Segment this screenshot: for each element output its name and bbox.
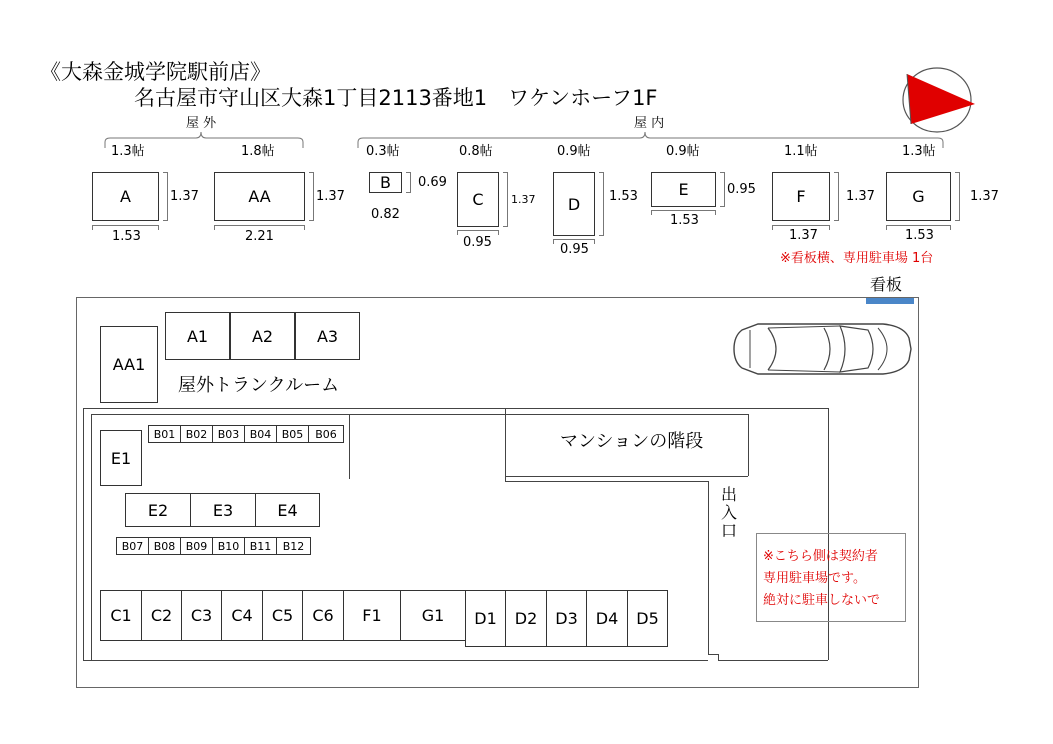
- unit-b07-label: B07: [121, 539, 144, 553]
- building-wall: [91, 414, 92, 660]
- unit-aa-box: [214, 172, 305, 221]
- unit-e1[interactable]: [100, 430, 142, 486]
- unit-d2[interactable]: [505, 590, 547, 647]
- unit-a-size: 1.3帖: [111, 144, 145, 159]
- building-wall: [83, 660, 708, 661]
- building-wall: [91, 414, 505, 415]
- unit-f-label: F: [796, 187, 806, 206]
- unit-aa-label: AA: [248, 187, 271, 206]
- section-indoor: 屋 内: [634, 116, 665, 131]
- unit-b06[interactable]: [308, 425, 344, 443]
- building-wall: [718, 660, 828, 661]
- unit-aa-size: 1.8帖: [241, 144, 275, 159]
- unit-g-box: [886, 172, 951, 221]
- unit-c-size: 0.8帖: [459, 144, 493, 159]
- unit-g-depth: 1.37: [970, 189, 999, 204]
- unit-c2[interactable]: [141, 590, 182, 641]
- unit-b01[interactable]: [148, 425, 181, 443]
- unit-b-width: 0.82: [371, 207, 400, 222]
- unit-d5[interactable]: [627, 590, 668, 647]
- unit-a-depth: 1.37: [170, 189, 199, 204]
- unit-e2[interactable]: [125, 493, 191, 527]
- mansion-stairs: [505, 414, 748, 415]
- signboard-label: 看板: [870, 275, 903, 294]
- unit-f1-label: F1: [362, 606, 382, 625]
- unit-g1[interactable]: [400, 590, 466, 641]
- b-bottom-row: [116, 537, 311, 555]
- building-wall: [708, 481, 709, 654]
- entrance-label-1: 出: [721, 485, 738, 504]
- unit-d1[interactable]: [465, 590, 506, 647]
- unit-b08-label: B08: [153, 539, 176, 553]
- unit-c4-label: C4: [231, 606, 253, 625]
- unit-e3-label: E3: [212, 500, 234, 520]
- unit-e2-label: E2: [147, 500, 169, 520]
- shelf-divider: [349, 414, 350, 479]
- unit-d-depth: 1.53: [609, 189, 638, 204]
- unit-d1-label: D1: [474, 609, 497, 628]
- section-brace: [100, 128, 950, 150]
- unit-b03-label: B03: [217, 427, 240, 441]
- unit-a-box: [92, 172, 159, 221]
- unit-aa1[interactable]: [100, 326, 158, 403]
- warning-line-2: 専用駐車場です。: [763, 571, 866, 586]
- unit-b02-label: B02: [185, 427, 208, 441]
- dimension-line: [720, 172, 725, 207]
- unit-c1-label: C1: [110, 606, 132, 625]
- unit-e1-label: E1: [110, 448, 132, 468]
- unit-e4-label: E4: [277, 500, 298, 520]
- unit-d-width: 0.95: [560, 242, 589, 257]
- unit-d-box: [553, 172, 595, 236]
- unit-d-size: 0.9帖: [557, 144, 591, 159]
- mansion-stairs-label: マンションの階段: [560, 431, 704, 452]
- unit-f1[interactable]: [343, 590, 401, 641]
- unit-c4[interactable]: [221, 590, 263, 641]
- unit-a1-label: A1: [186, 326, 209, 346]
- unit-aa1-label: AA1: [112, 355, 146, 374]
- dimension-line: [163, 172, 168, 221]
- unit-c6[interactable]: [302, 590, 344, 641]
- car-icon: [728, 316, 914, 386]
- unit-b11-label: B11: [249, 539, 272, 553]
- unit-c-label: C: [472, 190, 484, 209]
- unit-b09[interactable]: [180, 537, 213, 555]
- unit-b05-label: B05: [281, 427, 304, 441]
- unit-e-width: 1.53: [670, 213, 699, 228]
- mansion-stairs: [748, 414, 749, 476]
- unit-g-size: 1.3帖: [902, 144, 936, 159]
- unit-aa-depth: 1.37: [316, 189, 345, 204]
- store-address: 名古屋市守山区大森1丁目2113番地1 ワケンホーフ1F: [134, 86, 658, 110]
- section-outdoor: 屋 外: [186, 116, 217, 131]
- unit-b08[interactable]: [148, 537, 181, 555]
- warning-line-1: ※こちら側は契約者: [763, 549, 878, 564]
- unit-g-label: G: [912, 187, 925, 206]
- unit-c-width: 0.95: [463, 235, 492, 250]
- b-top-row: [148, 425, 344, 443]
- unit-d-label: D: [567, 194, 581, 214]
- unit-a2-label: A2: [251, 326, 274, 346]
- unit-b-depth: 0.69: [418, 175, 447, 190]
- unit-d4-label: D4: [595, 609, 619, 628]
- unit-b01-label: B01: [153, 427, 176, 441]
- signboard-parking-note: ※看板横、専用駐車場 1台: [780, 251, 934, 266]
- dimension-line: [406, 172, 411, 193]
- unit-b12[interactable]: [276, 537, 311, 555]
- unit-e-box: [651, 172, 716, 207]
- unit-e-size: 0.9帖: [666, 144, 700, 159]
- unit-e-label: E: [678, 180, 689, 199]
- unit-e-depth: 0.95: [727, 182, 756, 197]
- entrance-label-2: 入: [721, 503, 738, 522]
- unit-f-depth: 1.37: [846, 189, 875, 204]
- unit-a3-label: A3: [316, 326, 339, 346]
- unit-b04-label: B04: [249, 427, 272, 441]
- unit-e3[interactable]: [190, 493, 256, 527]
- unit-a1[interactable]: [165, 312, 230, 360]
- unit-b07[interactable]: [116, 537, 149, 555]
- unit-a-label: A: [120, 187, 131, 206]
- dimension-line: [955, 172, 960, 221]
- building-wall: [83, 408, 505, 409]
- unit-c6-label: C6: [312, 606, 334, 625]
- unit-b-label: B: [380, 173, 391, 192]
- unit-c2-label: C2: [150, 606, 173, 625]
- dimension-line: [834, 172, 839, 221]
- unit-a2[interactable]: [230, 312, 295, 360]
- unit-b03[interactable]: [212, 425, 245, 443]
- unit-f-width: 1.37: [789, 228, 818, 243]
- unit-c-box: [457, 172, 499, 227]
- unit-b02[interactable]: [180, 425, 213, 443]
- unit-b-box: [369, 172, 402, 193]
- unit-a-width: 1.53: [112, 229, 141, 244]
- mansion-stairs: [505, 481, 708, 482]
- dimension-line: [309, 172, 314, 221]
- unit-d3[interactable]: [546, 590, 587, 647]
- unit-g-width: 1.53: [905, 228, 934, 243]
- unit-b12-label: B12: [282, 539, 305, 553]
- unit-aa-width: 2.21: [245, 229, 274, 244]
- unit-b04[interactable]: [244, 425, 277, 443]
- contract-parking-warning: [756, 533, 906, 622]
- unit-d5-label: D5: [636, 609, 659, 628]
- unit-b-size: 0.3帖: [366, 144, 400, 159]
- unit-b10[interactable]: [212, 537, 245, 555]
- unit-d3-label: D3: [555, 609, 578, 628]
- unit-c5-label: C5: [271, 606, 294, 625]
- dimension-line: [599, 172, 604, 236]
- building-wall: [708, 654, 718, 655]
- outdoor-trunk-room-label: 屋外トランクルーム: [178, 375, 340, 396]
- building-wall: [83, 408, 84, 660]
- entrance-label-3: 口: [721, 521, 738, 540]
- unit-b06-label: B06: [315, 427, 337, 441]
- unit-f-size: 1.1帖: [784, 144, 818, 159]
- unit-c5[interactable]: [262, 590, 303, 641]
- unit-b09-label: B09: [185, 539, 208, 553]
- store-name: 《大森金城学院駅前店》: [40, 60, 271, 84]
- unit-c3-label: C3: [190, 606, 213, 625]
- compass-icon: [897, 64, 981, 134]
- unit-f-box: [772, 172, 830, 221]
- warning-line-3: 絶対に駐車しないで: [763, 593, 881, 608]
- unit-d2-label: D2: [514, 609, 538, 628]
- mansion-stairs: [505, 476, 748, 477]
- unit-b11[interactable]: [244, 537, 277, 555]
- mansion-stairs: [505, 408, 506, 481]
- unit-a3[interactable]: [295, 312, 360, 360]
- unit-c3[interactable]: [181, 590, 222, 641]
- unit-c1[interactable]: [100, 590, 142, 641]
- dimension-line: [503, 172, 508, 227]
- unit-e4[interactable]: [255, 493, 320, 527]
- unit-c-depth: 1.37: [511, 193, 536, 206]
- mansion-stairs: [505, 408, 828, 409]
- unit-b10-label: B10: [217, 539, 240, 553]
- unit-d4[interactable]: [586, 590, 628, 647]
- unit-b05[interactable]: [276, 425, 309, 443]
- unit-g1-label: G1: [421, 606, 445, 625]
